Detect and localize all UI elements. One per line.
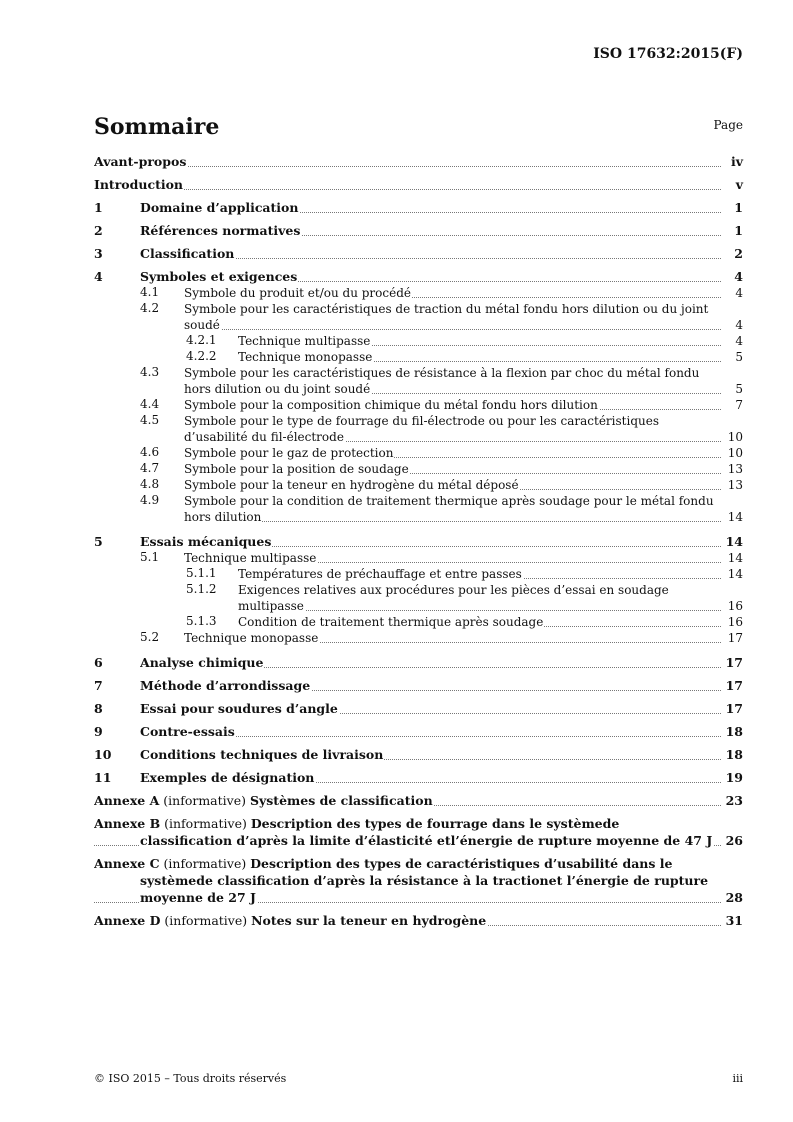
toc-entry-page: v [735, 177, 743, 192]
table-of-contents [94, 153, 743, 929]
toc-entry-number: 4 [94, 269, 103, 284]
toc-entry-number: 8 [94, 701, 103, 716]
toc-entry[interactable] [94, 582, 743, 614]
toc-entry[interactable] [94, 493, 743, 525]
toc-entry[interactable] [94, 222, 743, 239]
toc-entry-title: Condition de traitement thermique après soudage [238, 615, 544, 629]
toc-entry-page: 17 [727, 631, 743, 645]
toc-entry-number: 4.8 [140, 477, 160, 491]
toc-entry-page: 5 [735, 382, 743, 396]
toc-entry[interactable] [94, 153, 743, 170]
toc-entry-number: 5.2 [140, 630, 160, 644]
toc-entry-title: Symbole pour la teneur en hydrogène du métal déposé [184, 478, 519, 492]
toc-entry-title: Technique multipasse [184, 551, 317, 565]
toc-entry-page: 10 [727, 430, 743, 444]
annex-label: Annexe A [94, 793, 160, 808]
toc-entry-page: 14 [725, 534, 743, 549]
toc-annex-title [94, 913, 487, 928]
toc-entry-number: 2 [94, 223, 103, 238]
toc-entry-number: 4.7 [140, 461, 160, 475]
toc-entry[interactable] [94, 677, 743, 694]
toc-entry-number: 5.1 [140, 550, 160, 564]
toc-entry-page: 17 [725, 678, 743, 693]
toc-entry[interactable] [94, 268, 743, 285]
toc-entry-page: 1 [734, 223, 743, 238]
toc-entry-title: Symbole du produit et/ou du procédé [184, 286, 411, 300]
toc-entry[interactable] [94, 700, 743, 717]
annex-title-text: Description des types de caractéristiques d’usabilité dans le systèmede classification d’après la résistance à la tractionet l’énergie de rupture moyenne de 27 J [140, 856, 709, 905]
toc-entry-title: Introduction [94, 177, 184, 192]
annex-title-text: Systèmes de classification [249, 793, 433, 808]
copyright-notice: © ISO 2015 – Tous droits réservés [94, 1072, 287, 1085]
toc-entry-title: Symboles et exigences [140, 269, 298, 284]
toc-entry-title: Technique monopasse [184, 631, 319, 645]
toc-annex-title [94, 816, 713, 848]
toc-entry-title: Avant-propos [94, 154, 187, 169]
toc-annex-title [94, 793, 434, 808]
toc-entry[interactable] [94, 176, 743, 193]
toc-entry[interactable] [94, 333, 743, 349]
toc-entry[interactable] [94, 566, 743, 582]
toc-entry-number: 4.2 [140, 301, 160, 315]
toc-entry-page: 2 [734, 246, 743, 261]
toc-entry-title: Références normatives [140, 223, 301, 238]
toc-entry-page: 10 [727, 446, 743, 460]
annex-label: Annexe C [94, 856, 160, 871]
toc-annex-entry[interactable] [94, 912, 743, 929]
toc-entry[interactable] [94, 614, 743, 630]
toc-entry-number: 11 [94, 770, 112, 785]
toc-entry-page: 31 [725, 913, 743, 928]
toc-entry-page: iv [730, 154, 743, 169]
toc-entry[interactable] [94, 769, 743, 786]
toc-entry[interactable] [94, 461, 743, 477]
toc-entry-title: Analyse chimique [140, 655, 264, 670]
toc-entry-number: 5.1.2 [186, 582, 217, 596]
document-id: ISO 17632:2015(F) [593, 46, 743, 62]
toc-annex-entry[interactable] [94, 855, 743, 906]
toc-entry-title: Symbole pour le type de fourrage du fil-électrode ou pour les caractéristiques d’usabilité du fil-électrode [184, 414, 659, 444]
toc-entry-title: Symbole pour la position de soudage [184, 462, 409, 476]
toc-entry-page: 14 [727, 510, 743, 524]
toc-entry-title: Symbole pour le gaz de protection [184, 446, 394, 460]
toc-entry[interactable] [94, 533, 743, 550]
toc-entry-page: 4 [734, 269, 743, 284]
toc-entry[interactable] [94, 746, 743, 763]
toc-entry-number: 4.2.1 [186, 333, 217, 347]
toc-entry-number: 5.1.3 [186, 614, 217, 628]
annex-title-text: Notes sur la teneur en hydrogène [251, 913, 487, 928]
toc-entry-title: Exemples de désignation [140, 770, 315, 785]
toc-entry[interactable] [94, 654, 743, 671]
annex-label: Annexe B [94, 816, 161, 831]
toc-entry-page: 18 [725, 724, 743, 739]
toc-entry-page: 14 [727, 551, 743, 565]
toc-entry-title: Essai pour soudures d’angle [140, 701, 338, 716]
toc-entry-page: 17 [725, 701, 743, 716]
toc-entry[interactable] [94, 397, 743, 413]
toc-entry-number: 4.2.2 [186, 349, 217, 363]
toc-entry[interactable] [94, 301, 743, 333]
annex-kind: (informative) [160, 913, 252, 928]
toc-entry-title: Méthode d’arrondissage [140, 678, 311, 693]
toc-entry[interactable] [94, 245, 743, 262]
toc-entry-page: 28 [725, 890, 743, 905]
toc-entry-number: 4.5 [140, 413, 160, 427]
annex-kind: (informative) [159, 793, 250, 808]
toc-entry-title: Technique monopasse [238, 350, 373, 364]
toc-entry[interactable] [94, 477, 743, 493]
toc-entry-number: 4.1 [140, 285, 160, 299]
toc-entry[interactable] [94, 630, 743, 646]
toc-entry-page: 16 [727, 599, 743, 613]
toc-entry-number: 4.4 [140, 397, 160, 411]
toc-entry-page: 7 [735, 398, 743, 412]
toc-entry-page: 18 [725, 747, 743, 762]
toc-annex-title [94, 856, 708, 905]
toc-entry[interactable] [94, 349, 743, 365]
toc-entry-page: 4 [735, 334, 743, 348]
toc-entry-number: 10 [94, 747, 112, 762]
toc-entry-title: Technique multipasse [238, 334, 371, 348]
toc-entry-number: 6 [94, 655, 103, 670]
annex-kind: (informative) [160, 816, 251, 831]
page-title: Sommaire [94, 114, 220, 140]
toc-entry-title: Contre-essais [140, 724, 235, 739]
toc-entry-title: Symbole pour la composition chimique du métal fondu hors dilution [184, 398, 598, 412]
toc-entry-page: 17 [725, 655, 743, 670]
toc-entry-number: 3 [94, 246, 103, 261]
toc-entry-page: 23 [725, 793, 743, 808]
toc-entry-number: 5.1.1 [186, 566, 217, 580]
toc-entry-page: 5 [735, 350, 743, 364]
annex-title-text: Description des types de fourrage dans le systèmede classification d’après la limite d’élasticité etl’énergie de rupture moyenne de 47 J [140, 816, 713, 848]
toc-entry-title: Symbole pour les caractéristiques de traction du métal fondu hors dilution ou du joint soudé [184, 302, 709, 332]
annex-label: Annexe D [94, 913, 161, 928]
toc-entry[interactable] [94, 413, 743, 445]
toc-entry-title: Essais mécaniques [140, 534, 272, 549]
toc-entry[interactable] [94, 723, 743, 740]
page-column-label: Page [713, 118, 743, 132]
toc-entry-title: Domaine d’application [140, 200, 299, 215]
toc-entry-number: 4.6 [140, 445, 160, 459]
toc-entry-number: 4.9 [140, 493, 160, 507]
toc-entry-number: 1 [94, 200, 103, 215]
toc-entry-page: 13 [727, 462, 743, 476]
toc-entry[interactable] [94, 199, 743, 216]
toc-entry-page: 1 [734, 200, 743, 215]
toc-entry-page: 4 [735, 286, 743, 300]
toc-entry-page: 4 [735, 318, 743, 332]
toc-entry-page: 14 [727, 567, 743, 581]
toc-entry[interactable] [94, 550, 743, 566]
toc-annex-entry[interactable] [94, 815, 743, 849]
annex-kind: (informative) [159, 856, 251, 871]
toc-entry[interactable] [94, 445, 743, 461]
toc-entry-title: Symbole pour la condition de traitement thermique après soudage pour le métal fondu hors dilution [184, 494, 714, 524]
toc-entry-number: 4.3 [140, 365, 160, 379]
toc-entry-title: Exigences relatives aux procédures pour les pièces d’essai en soudage multipasse [238, 583, 669, 613]
toc-entry[interactable] [94, 365, 743, 397]
toc-entry-page: 26 [725, 833, 743, 848]
toc-entry-number: 7 [94, 678, 103, 693]
toc-entry-title: Conditions techniques de livraison [140, 747, 384, 762]
toc-entry-page: 13 [727, 478, 743, 492]
page-number: iii [732, 1072, 743, 1085]
toc-entry-number: 9 [94, 724, 103, 739]
toc-entry-title: Températures de préchauffage et entre passes [238, 567, 522, 581]
toc-entry[interactable] [94, 285, 743, 301]
toc-entry-number: 5 [94, 534, 103, 549]
toc-entry-title: Classification [140, 246, 235, 261]
toc-entry-title: Symbole pour les caractéristiques de résistance à la flexion par choc du métal fondu hors dilution ou du joint soudé [184, 366, 700, 396]
toc-entry-page: 16 [727, 615, 743, 629]
toc-entry-page: 19 [725, 770, 743, 785]
toc-annex-entry[interactable] [94, 792, 743, 809]
